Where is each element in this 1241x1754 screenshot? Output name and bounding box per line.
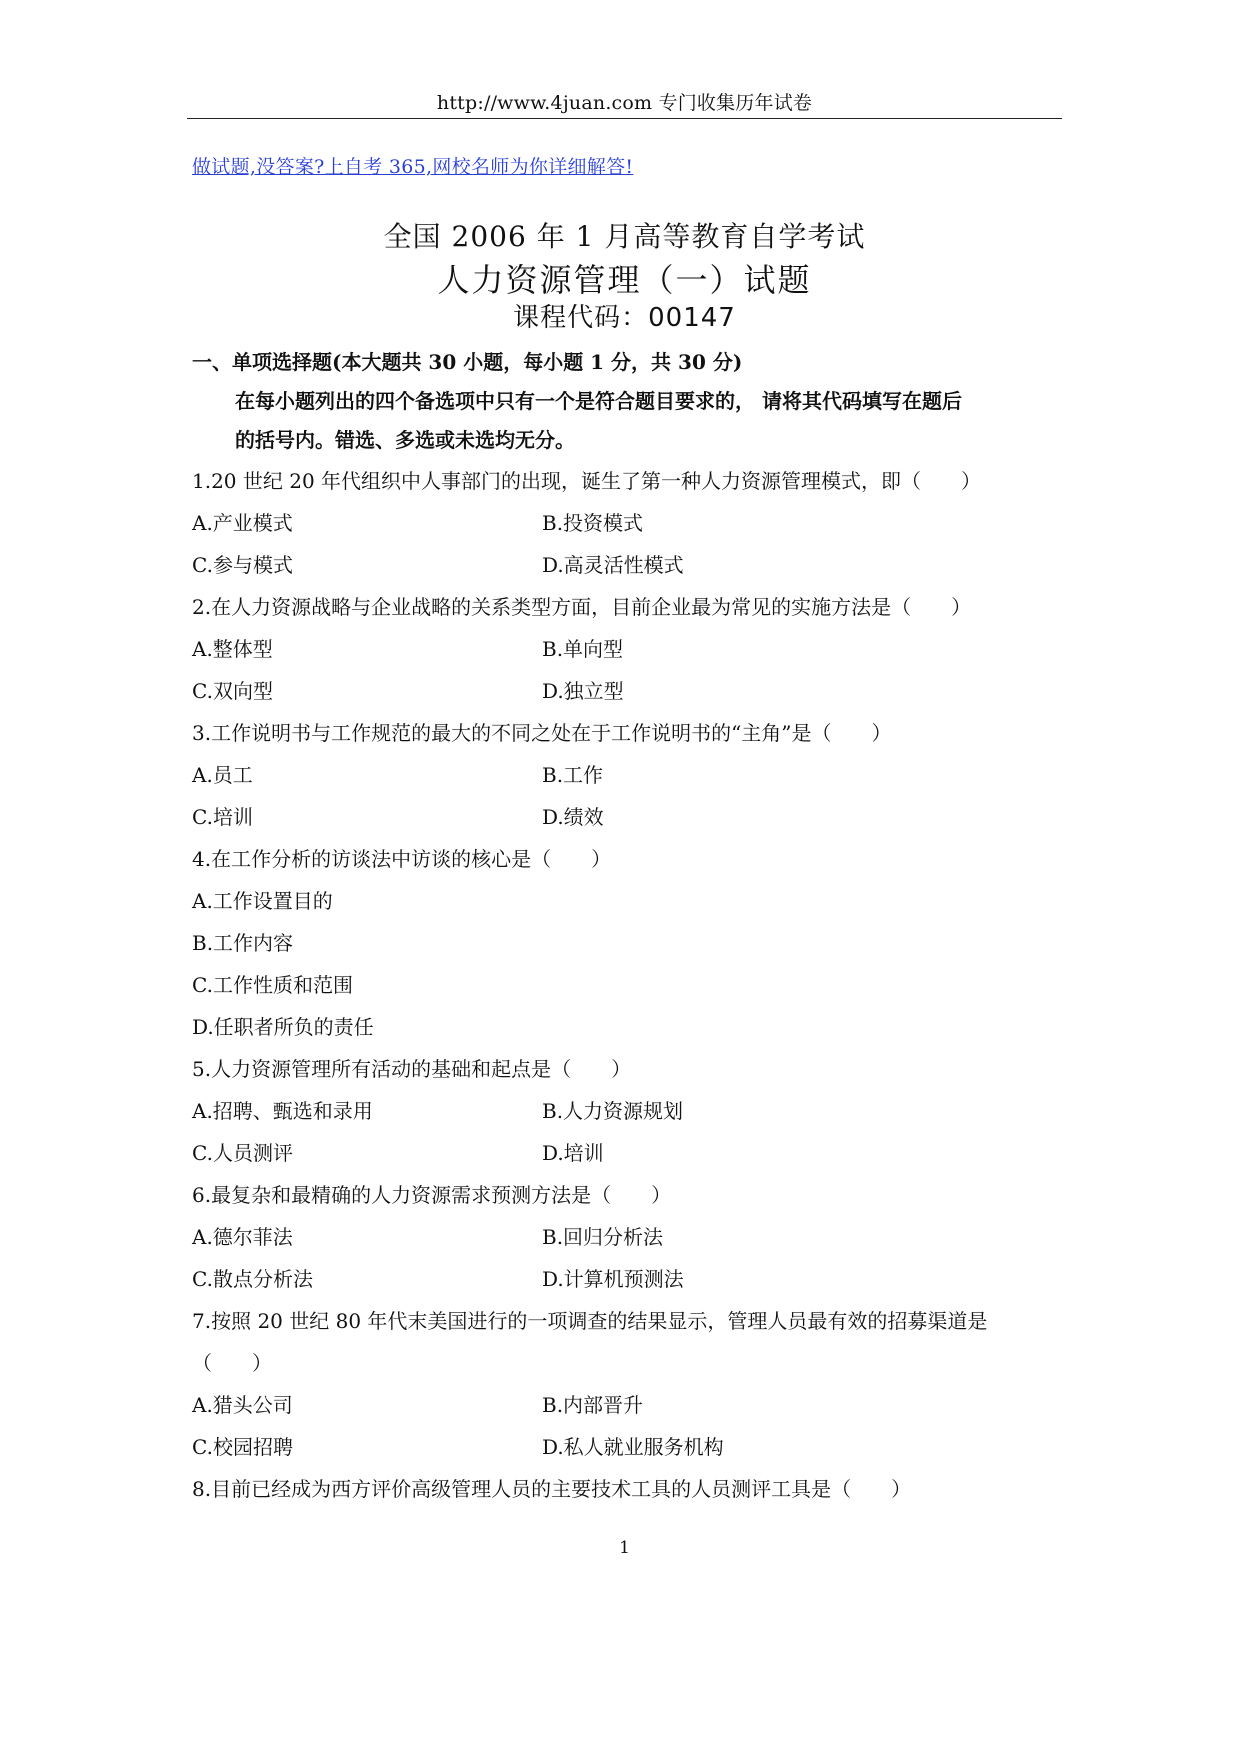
option: D.私人就业服务机构 (542, 1435, 724, 1459)
option-row (192, 880, 1062, 922)
option-row (192, 502, 1062, 544)
question-stem: 7.按照 20 世纪 80 年代末美国进行的一项调查的结果显示，管理人员最有效的招募渠道是 (192, 1309, 988, 1333)
page-header: http://www.4juan.com 专门收集历年试卷 (436, 92, 813, 114)
exam-content (192, 342, 1062, 1510)
subject-title: 人力资源管理（一）试题 (437, 261, 812, 299)
option-row (192, 922, 1062, 964)
promo-link[interactable]: 做试题,没答案?上自考 365,网校名师为你详细解答! (192, 156, 634, 178)
question-stem: 8.目前已经成为西方评价高级管理人员的主要技术工具的人员测评工具是（ ） (192, 1477, 912, 1501)
option: C.散点分析法 (192, 1267, 313, 1291)
option: C.校园招聘 (192, 1435, 293, 1459)
option-row (192, 1006, 1062, 1048)
section-instruction (192, 382, 1062, 460)
option: A.员工 (192, 763, 253, 787)
option: A.德尔菲法 (192, 1225, 293, 1249)
option: D.培训 (542, 1141, 604, 1165)
option: B.投资模式 (542, 511, 644, 535)
option: C.人员测评 (192, 1141, 293, 1165)
option: B.工作 (542, 763, 604, 787)
option: B.工作内容 (192, 931, 294, 955)
option: A.招聘、甄选和录用 (192, 1099, 373, 1123)
option: D.计算机预测法 (542, 1267, 684, 1291)
instruction-line: 在每小题列出的四个备选项中只有一个是符合题目要求的， 请将其代码填写在题后 (235, 389, 962, 413)
option: D.高灵活性模式 (542, 553, 684, 577)
option: A.整体型 (192, 637, 273, 661)
section-heading: 一、单项选择题(本大题共 30 小题，每小题 1 分，共 30 分) (192, 350, 743, 374)
option: C.培训 (192, 805, 253, 829)
option: C.工作性质和范围 (192, 973, 353, 997)
question-stem: 2.在人力资源战略与企业战略的关系类型方面，目前企业最为常见的实施方法是（ ） (192, 595, 972, 619)
option: B.人力资源规划 (542, 1099, 684, 1123)
option-row (192, 796, 1062, 838)
option: B.内部晋升 (542, 1393, 644, 1417)
question-stem: 4.在工作分析的访谈法中访谈的核心是（ ） (192, 847, 612, 871)
question-stem-continuation: （ ） (192, 1351, 272, 1375)
option-row (192, 1426, 1062, 1468)
option: A.工作设置目的 (192, 889, 333, 913)
option-row (192, 1384, 1062, 1426)
question-stem: 1.20 世纪 20 年代组织中人事部门的出现，诞生了第一种人力资源管理模式，即（ ） (192, 469, 982, 493)
option-row (192, 964, 1062, 1006)
option: D.绩效 (542, 805, 604, 829)
option-row (192, 1132, 1062, 1174)
option-row (192, 628, 1062, 670)
instruction-line: 的括号内。错选、多选或未选均无分。 (235, 428, 575, 452)
page-number: 1 (619, 1538, 630, 1558)
question-stem: 3.工作说明书与工作规范的最大的不同之处在于工作说明书的“主角”是（ ） (192, 721, 892, 745)
option: C.双向型 (192, 679, 273, 703)
question-stem: 5.人力资源管理所有活动的基础和起点是（ ） (192, 1057, 632, 1081)
option-row (192, 1090, 1062, 1132)
exam-title: 全国 2006 年 1 月高等教育自学考试 (383, 220, 866, 253)
option: B.回归分析法 (542, 1225, 664, 1249)
course-code: 课程代码：00147 (513, 303, 736, 333)
option: B.单向型 (542, 637, 624, 661)
option-row (192, 1258, 1062, 1300)
option: D.独立型 (542, 679, 624, 703)
option-row (192, 544, 1062, 586)
option: C.参与模式 (192, 553, 293, 577)
option-row (192, 1216, 1062, 1258)
option: A.产业模式 (192, 511, 293, 535)
question-stem: 6.最复杂和最精确的人力资源需求预测方法是（ ） (192, 1183, 672, 1207)
option-row (192, 670, 1062, 712)
option: D.任职者所负的责任 (192, 1015, 374, 1039)
header-divider (187, 118, 1062, 119)
option-row (192, 754, 1062, 796)
option: A.猎头公司 (192, 1393, 293, 1417)
